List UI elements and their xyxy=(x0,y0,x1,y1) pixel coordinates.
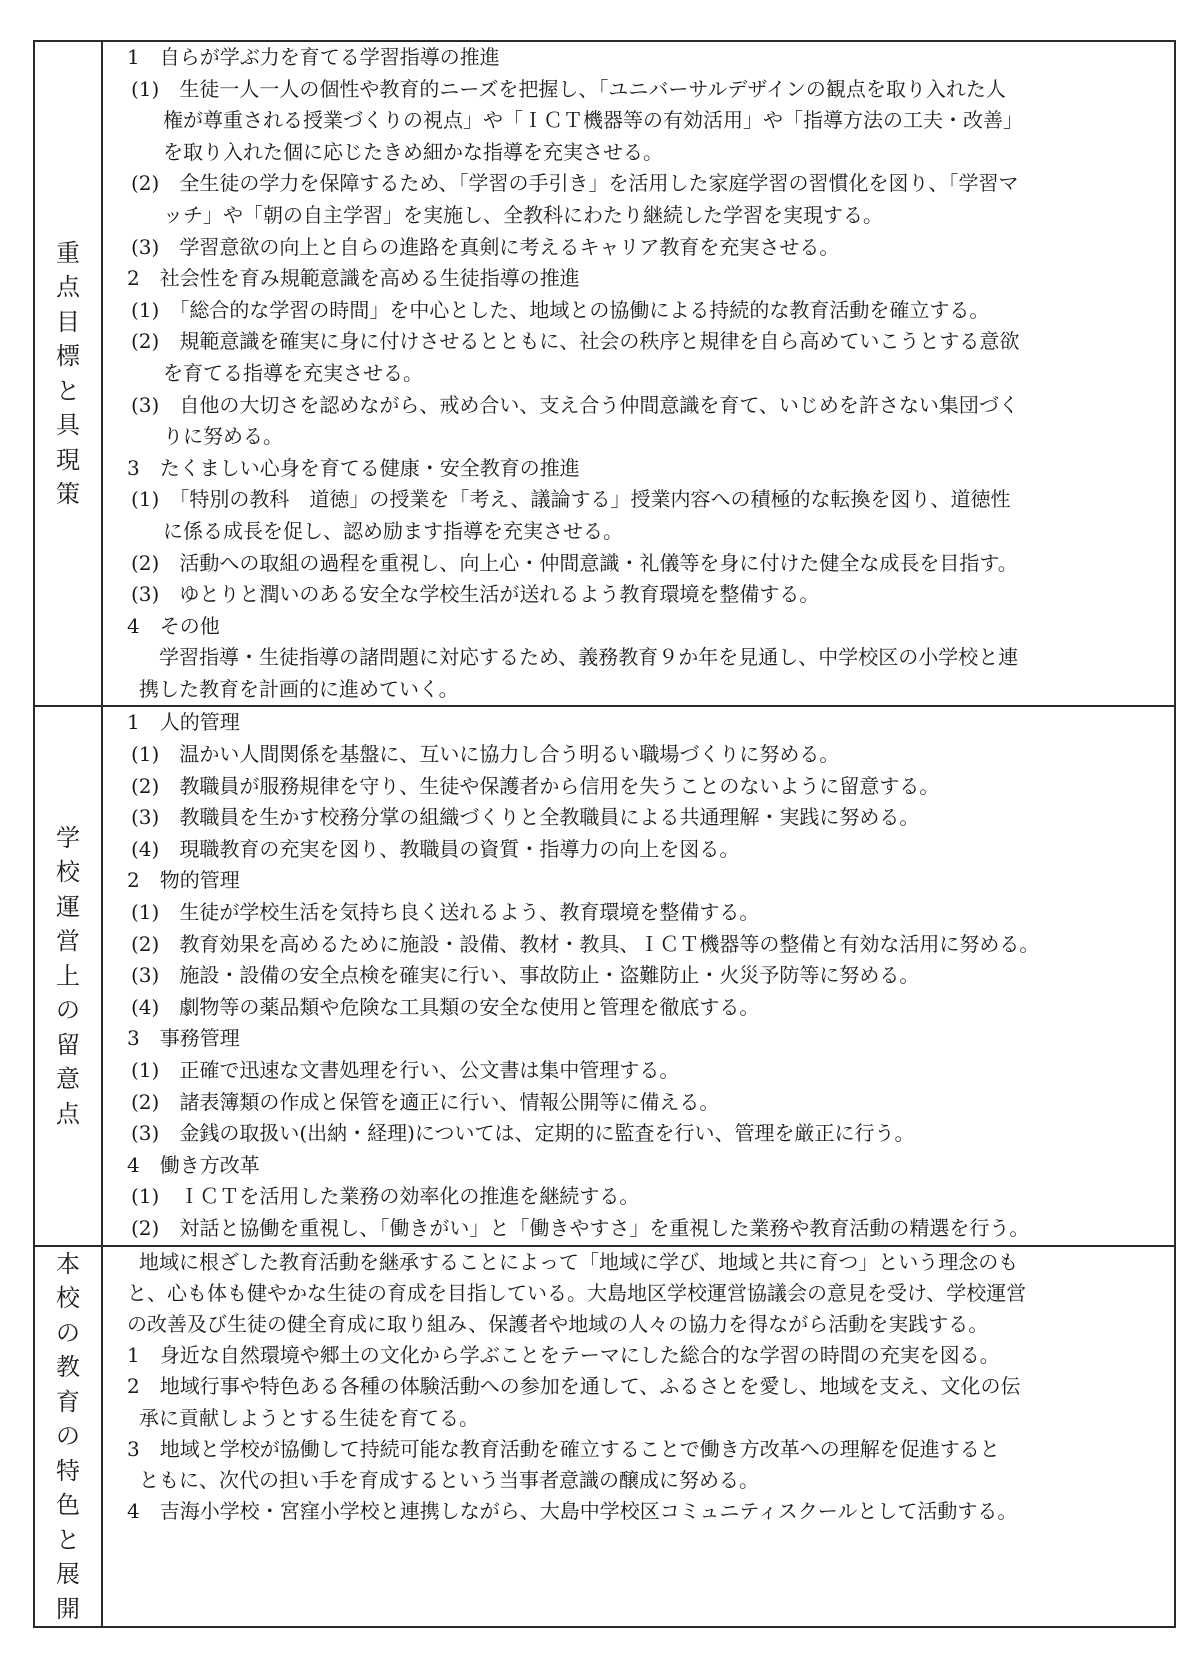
text-line: ッチ」や「朝の自主学習」を実施し、全教科にわたり継続した学習を実現する。 xyxy=(163,202,883,227)
section-content xyxy=(102,706,1175,1245)
sub-item: (3) 施設・設備の安全点検を確実に行い、事故防止・盗難防止・火災予防等に努める。 xyxy=(131,963,920,988)
sub-item: (4) 現職教育の充実を図り、教職員の資質・指導力の向上を図る。 xyxy=(131,836,740,861)
item-heading: 1 人的管理 xyxy=(127,710,240,735)
section-label: 本校の教育の特色と展開 xyxy=(56,1249,80,1623)
sub-item: (2) 活動への取組の過程を重視し、向上心・仲間意識・礼儀等を身に付けた健全な成長を目指す。 xyxy=(131,550,1018,575)
item-heading: 4 吉海小学校・宮窪小学校と連携しながら、大島中学校区コミュニティスクールとして活動する。 xyxy=(127,1499,1018,1524)
text-line: 携した教育を計画的に進めていく。 xyxy=(139,676,459,701)
item-heading: 3 事務管理 xyxy=(127,1026,240,1051)
section-content xyxy=(102,41,1175,706)
section-label-cell xyxy=(34,41,102,706)
text-line: 権が尊重される授業づくりの視点」や「ＩＣＴ機器等の有効活用」や「指導方法の工夫・改善」 xyxy=(163,108,1023,133)
sub-item: (1) ＩＣＴを活用した業務の効率化の推進を継続する。 xyxy=(131,1184,640,1209)
sub-item: (3) 金銭の取扱い(出納・経理)については、定期的に監査を行い、管理を厳正に行う。 xyxy=(131,1121,915,1146)
sub-item: (2) 教育効果を高めるために施設・設備、教材・教具、ＩＣＴ機器等の整備と有効な活用に努める。 xyxy=(131,931,1040,956)
section-label-cell xyxy=(34,706,102,1245)
text-line: ともに、次代の担い手を育成するという当事者意識の醸成に努める。 xyxy=(139,1467,759,1492)
sub-item: (2) 規範意識を確実に身に付けさせるとともに、社会の秩序と規律を自ら高めていこうとする意欲 xyxy=(131,329,1020,354)
item-heading: 2 地域行事や特色ある各種の体験活動への参加を通して、ふるさとを愛し、地域を支え、文化の伝 xyxy=(127,1374,1021,1399)
section-row-school-features xyxy=(34,1246,1175,1628)
section-content xyxy=(102,1246,1175,1628)
text-line: を育てる指導を充実させる。 xyxy=(163,360,423,385)
sub-item: (1) 「総合的な学習の時間」を中心とした、地域との協働による持続的な教育活動を確立する。 xyxy=(131,297,990,322)
item-heading: 4 働き方改革 xyxy=(127,1152,260,1177)
sub-item: (3) 学習意欲の向上と自らの進路を真剣に考えるキャリア教育を充実させる。 xyxy=(131,234,840,259)
text-line: 地域に根ざした教育活動を継承することによって「地域に学び、地域と共に育つ」という理念のも xyxy=(139,1249,1019,1274)
sub-item: (4) 劇物等の薬品類や危険な工具類の安全な使用と管理を徹底する。 xyxy=(131,994,760,1019)
sub-item: (3) ゆとりと潤いのある安全な学校生活が送れるよう教育環境を整備する。 xyxy=(131,582,820,607)
item-heading: 3 たくましい心身を育てる健康・安全教育の推進 xyxy=(127,455,580,480)
item-heading: 3 地域と学校が協働して持続可能な教育活動を確立することで働き方改革への理解を促進すると xyxy=(127,1436,1000,1461)
text-line: りに努める。 xyxy=(163,424,283,449)
sub-item: (1) 正確で迅速な文書処理を行い、公文書は集中管理する。 xyxy=(131,1058,680,1082)
sub-item: (2) 教職員が服務規律を守り、生徒や保護者から信用を失うことのないように留意する。 xyxy=(131,773,940,798)
section-row-management-notes xyxy=(34,706,1175,1245)
sub-item: (3) 教職員を生かす校務分掌の組織づくりと全教職員による共通理解・実践に努める。 xyxy=(131,805,920,830)
sub-item: (3) 自他の大切さを認めながら、戒め合い、支え合う仲間意識を育て、いじめを許さない集団づく xyxy=(131,392,1019,417)
text-line: を取り入れた個に応じたきめ細かな指導を充実させる。 xyxy=(163,139,663,164)
sub-item: (1) 「特別の教科 道徳」の授業を「考え、議論する」授業内容への積極的な転換を図り、道徳性 xyxy=(131,487,1011,512)
sub-item: (2) 諸表簿類の作成と保管を適正に行い、情報公開等に備える。 xyxy=(131,1089,720,1114)
section-row-priority-goals xyxy=(34,41,1175,706)
sub-item: (1) 生徒一人一人の個性や教育的ニーズを把握し、「ユニバーサルデザインの観点を取り入れた人 xyxy=(131,76,1006,101)
sub-item: (1) 生徒が学校生活を気持ち良く送れるよう、教育環境を整備する。 xyxy=(131,900,760,925)
sub-item: (2) 対話と協働を重視し、「働きがい」と「働きやすさ」を重視した業務や教育活動の精選を行う。 xyxy=(131,1215,1030,1240)
item-heading: の改善及び生徒の健全育成に取り組み、保護者や地域の人々の協力を得ながら活動を実践する。 xyxy=(127,1311,989,1336)
item-heading: 2 社会性を育み規範意識を高める生徒指導の推進 xyxy=(127,266,580,291)
item-heading: 1 自らが学ぶ力を育てる学習指導の推進 xyxy=(127,45,500,69)
item-heading: と、心も体も健やかな生徒の育成を目指している。大島地区学校運営協議会の意見を受け、学校運営 xyxy=(127,1280,1027,1305)
school-plan-table xyxy=(33,40,1176,1628)
text-line: 承に貢献しようとする生徒を育てる。 xyxy=(139,1405,479,1430)
item-heading: 1 身近な自然環境や郷土の文化から学ぶことをテーマにした総合的な学習の時間の充実を図る。 xyxy=(127,1343,1000,1368)
sub-item: (1) 温かい人間関係を基盤に、互いに協力し合う明るい職場づくりに努める。 xyxy=(131,742,840,767)
section-label: 学校運営上の留意点 xyxy=(56,823,80,1128)
item-heading: 4 その他 xyxy=(127,613,220,638)
text-line: 学習指導・生徒指導の諸問題に対応するため、義務教育９か年を見通し、中学校区の小学校と連 xyxy=(159,645,1019,670)
section-label-cell xyxy=(34,1246,102,1628)
sub-item: (2) 全生徒の学力を保障するため、「学習の手引き」を活用した家庭学習の習慣化を図り、「学習マ xyxy=(131,171,1019,196)
section-label: 重点目標と具現策 xyxy=(56,238,80,509)
text-line: に係る成長を促し、認め励ます指導を充実させる。 xyxy=(163,518,623,543)
item-heading: 2 物的管理 xyxy=(127,868,240,893)
